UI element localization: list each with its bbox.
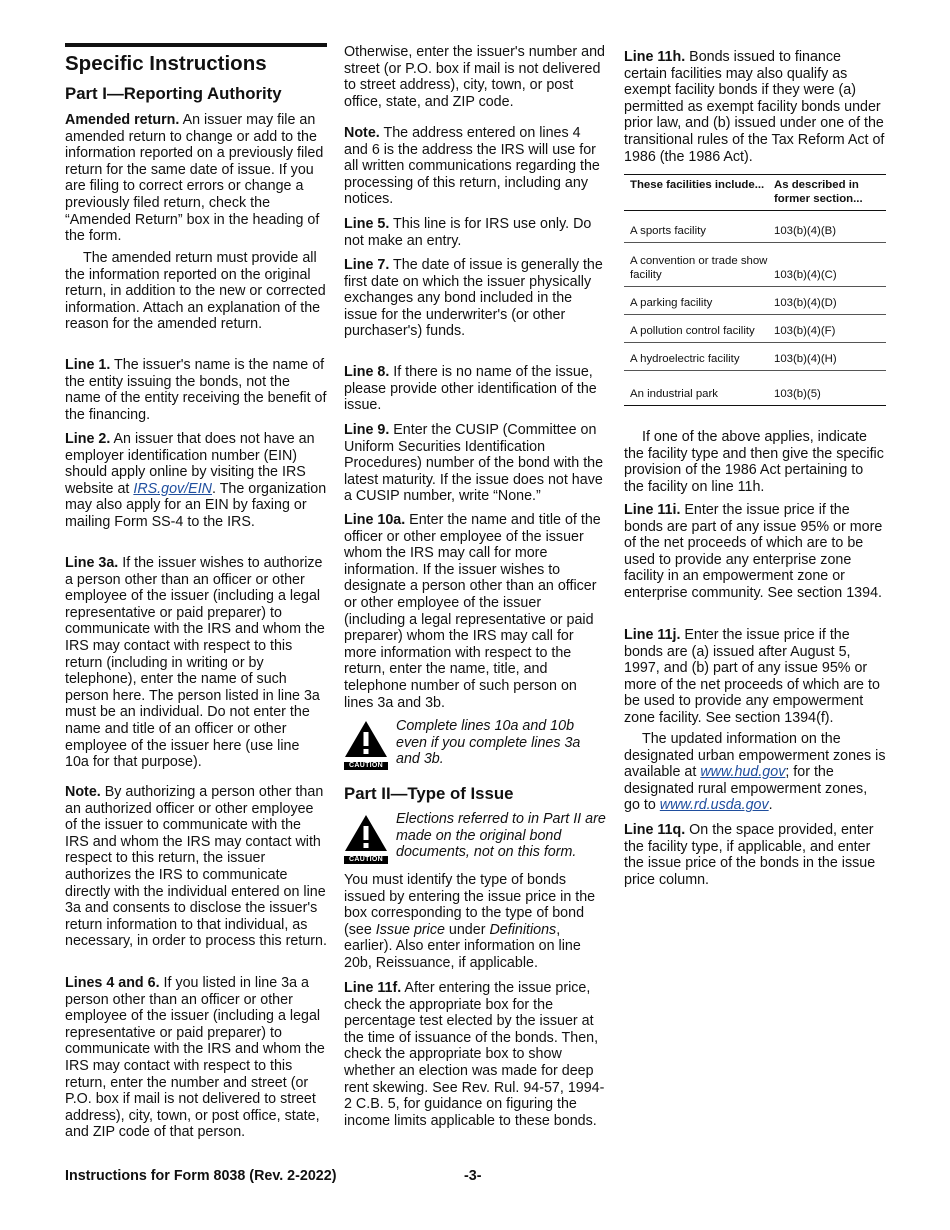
line11f-label: Line 11f. — [344, 980, 402, 996]
line7-paragraph — [344, 257, 606, 340]
line2-label: Line 2. — [65, 431, 111, 447]
updated-info-paragraph — [624, 731, 886, 814]
type-issue-text-1: You must identify the type of bonds issued by entering the issue price in the box corresponding to the type of bond (see — [344, 872, 596, 938]
lines4and6-paragraph — [65, 975, 327, 1141]
note1-paragraph — [65, 784, 327, 950]
line11q-text: On the space provided, enter the facility type, if applicable, and enter the issue price of the bonds in the issue price column. — [624, 822, 876, 888]
line11h-text: Bonds issued to finance certain facilities may also qualify as exempt facility bonds if they were (a) permitted as exempt facility bonds under prior law, and (b) issued under one of the transitional rules of the Tax Reform Act of 1986 (the 1986 Act). — [624, 49, 885, 165]
line1-paragraph — [65, 357, 327, 423]
lines4and6-label: Lines 4 and 6. — [65, 975, 160, 991]
table-cell-facility: An industrial park — [624, 371, 768, 406]
line11i-label: Line 11i. — [624, 502, 681, 518]
note2-paragraph — [344, 125, 606, 208]
line11j-text: Enter the issue price if the bonds are (a) issued after August 5, 1997, and (b) part of any issue 95% or more of the net proceeds of which are to be used to provide any empowerment zone facility. See section 1394(f). — [624, 627, 880, 726]
table-header-facilities: These facilities include... — [624, 175, 768, 211]
type-issue-text-3: , earlier). Also enter information on line 20b, Reissuance, if applicable. — [344, 921, 581, 971]
line10a-text: Enter the name and title of the officer or other employee of the issuer whom the IRS may call for more information. If the issuer wishes to designate a person other than an officer or other employee of the issuer (including a legal representative or paid preparer) whom the IRS may call for more information with respect to the return, enter the name, title, and telephone number of such person on lines 3a and 3b. — [344, 512, 601, 711]
footer-page-number: -3- — [464, 1168, 482, 1184]
line9-label: Line 9. — [344, 422, 390, 438]
rd-usda-gov-link[interactable]: www.rd.usda.gov — [659, 797, 769, 814]
lines4and6-text: If you listed in line 3a a person other than an officer or other employee of the issuer (including a legal representative or paid preparer) to communicate with the IRS and whom the IRS may contact with respect to this return, enter the number and street (or P.O. box if mail is not delivered to street address), city, town, or post office, state, and ZIP code of that person. — [65, 975, 325, 1141]
otherwise-paragraph: Otherwise, enter the issuer's number and street (or P.O. box if mail is not delivered to street address), city, town, or post office, state, and ZIP code. — [344, 44, 605, 110]
line5-paragraph — [344, 216, 606, 249]
table-cell-section: 103(b)(5) — [768, 371, 886, 406]
line11f-paragraph — [344, 980, 606, 1129]
line5-label: Line 5. — [344, 216, 390, 232]
table-cell-section: 103(b)(4)(B) — [768, 211, 886, 243]
line10a-paragraph — [344, 512, 606, 711]
footer-form-name: Instructions for Form 8038 (Rev. 2-2022) — [65, 1168, 337, 1184]
table-header-section: As described in former section... — [768, 175, 886, 211]
table-cell-section: 103(b)(4)(C) — [768, 243, 886, 287]
hud-gov-link[interactable]: www.hud.gov — [700, 764, 786, 781]
note1-label: Note. — [65, 784, 101, 800]
amended-return-paragraph-2: The amended return must provide all the information reported on the original return, in addition to the new or corrected information. Attach an explanation of the reason for the amended return. — [65, 250, 326, 333]
table-row — [624, 287, 886, 315]
caution-label: CAUTION — [344, 762, 388, 770]
table-cell-facility: A pollution control facility — [624, 315, 768, 343]
part2-heading: Part II—Type of Issue — [344, 784, 514, 803]
table-row — [624, 343, 886, 371]
note1-text: By authorizing a person other than an authorized officer or other employee of the issuer to communicate with the IRS and whom the IRS may contact with respect to this return, the issuer authorizes the IRS to communicate directly with the individual entered on line 3a and consents to disclose the issuer's return information to that individual, as necessary, in order to process this return. — [65, 784, 327, 950]
line7-label: Line 7. — [344, 257, 390, 273]
caution-label: CAUTION — [344, 856, 388, 864]
caution-icon — [344, 720, 388, 769]
line9-text: Enter the CUSIP (Committee on Uniform Securities Identification Procedures) number of the bond with the latest maturity. If the issue does not have a CUSIP number, write “None.” — [344, 422, 604, 505]
table-row — [624, 315, 886, 343]
line11q-paragraph — [624, 822, 886, 888]
line11j-label: Line 11j. — [624, 627, 681, 643]
table-row — [624, 371, 886, 406]
warning-triangle-icon — [344, 720, 388, 758]
line3a-paragraph — [65, 555, 327, 771]
caution-text-2: Elections referred to in Part II are made on the original bond documents, not on this form. — [396, 811, 606, 861]
definitions-term: Definitions — [489, 921, 557, 938]
line2-text-after: . The organization may also apply for an EIN by faxing or mailing Form SS-4 to the IRS. — [65, 480, 327, 530]
amended-return-label: Amended return. — [65, 112, 180, 128]
irs-ein-link[interactable]: IRS.gov/EIN — [133, 480, 213, 497]
table-row — [624, 211, 886, 243]
line5-text: This line is for IRS use only. Do not make an entry. — [344, 216, 592, 249]
line2-text: An issuer that does not have an employer identification number (EIN) should apply online by visiting the IRS website at — [65, 431, 315, 497]
table-cell-section: 103(b)(4)(H) — [768, 343, 886, 371]
table-cell-facility: A sports facility — [624, 211, 768, 243]
type-of-issue-paragraph — [344, 872, 606, 972]
table-cell-section: 103(b)(4)(F) — [768, 315, 886, 343]
caution-text-1: Complete lines 10a and 10b even if you complete lines 3a and 3b. — [396, 718, 581, 768]
updated-text-1: The updated information on the designated urban empowerment zones is available at — [624, 731, 886, 781]
heading-rule — [65, 43, 327, 47]
line1-text: The issuer's name is the name of the entity issuing the bonds, not the name of the entity receiving the benefit of the financing. — [65, 357, 327, 423]
warning-triangle-icon — [344, 814, 388, 852]
line11h-label: Line 11h. — [624, 49, 686, 65]
line11q-label: Line 11q. — [624, 822, 686, 838]
table-cell-facility: A convention or trade show facility — [624, 243, 768, 287]
facilities-table — [624, 174, 886, 406]
line8-text: If there is no name of the issue, please provide other identification of the issue. — [344, 364, 597, 414]
line3a-text: If the issuer wishes to authorize a person other than an officer or other employee of the issuer (including a legal representative or paid preparer) to communicate with the IRS and whom the IRS may contact with respect to this return (including in writing or by telephone), enter the name of such person here. The person listed in line 3a must be an individual. Do not enter the name and title of an officer or other employee of the issuer here (use line 10a for that purpose). — [65, 555, 325, 771]
updated-text-2: ; for the designated rural empowerment zones, go to — [624, 764, 868, 814]
line9-paragraph — [344, 422, 606, 505]
line11i-text: Enter the issue price if the bonds are part of any issue 95% or more of the net proceeds of which are to be used to provide any enterprise zone facility in an empowerment zone or enterprise community. See section 1394. — [624, 502, 883, 601]
line2-paragraph — [65, 431, 327, 531]
line10a-label: Line 10a. — [344, 512, 406, 528]
line8-paragraph — [344, 364, 606, 414]
issue-price-term: Issue price — [375, 921, 445, 938]
line7-text: The date of issue is generally the first date on which the issuer physically exchanges any bond included in the issue for the underwriter's (or other purchaser's) funds. — [344, 257, 603, 340]
amended-return-text: An issuer may file an amended return to change or add to the information reported on a previously filed return for the same date of issue. If you are filing to correct errors or change a previously filed return, check the “Amended Return” box in the heading of the form. — [65, 112, 324, 245]
line11f-text: After entering the issue price, check the appropriate box for the percentage test elected by the issuer at the time of issuance of the bonds. Then, check the appropriate box to show whether an election was made for deep rent skewing. See Rev. Rul. 94-57, 1994-2 C.B. 5, for guidance on figuring the income limits applicable to these bonds. — [344, 980, 605, 1129]
amended-return-paragraph — [65, 112, 327, 245]
if-one-paragraph: If one of the above applies, indicate the facility type and then give the specific provision of the 1986 Act pertaining to the facility on line 11h. — [624, 429, 884, 495]
note2-label: Note. — [344, 125, 380, 141]
line8-label: Line 8. — [344, 364, 390, 380]
table-cell-facility: A hydroelectric facility — [624, 343, 768, 371]
table-cell-section: 103(b)(4)(D) — [768, 287, 886, 315]
note2-text: The address entered on lines 4 and 6 is the address the IRS will use for all written communications regarding the processing of this return, including any notices. — [344, 125, 600, 208]
line11j-paragraph — [624, 627, 886, 727]
table-header-row — [624, 175, 886, 211]
line11i-paragraph — [624, 502, 886, 602]
part1-heading: Part I—Reporting Authority — [65, 84, 282, 103]
section-title: Specific Instructions — [65, 52, 267, 75]
line1-label: Line 1. — [65, 357, 111, 373]
caution-icon-2 — [344, 814, 388, 863]
table-row — [624, 243, 886, 287]
line3a-label: Line 3a. — [65, 555, 119, 571]
table-cell-facility: A parking facility — [624, 287, 768, 315]
line11h-paragraph — [624, 49, 886, 165]
updated-text-3: . — [768, 797, 773, 814]
type-issue-text-2: under — [444, 921, 490, 938]
